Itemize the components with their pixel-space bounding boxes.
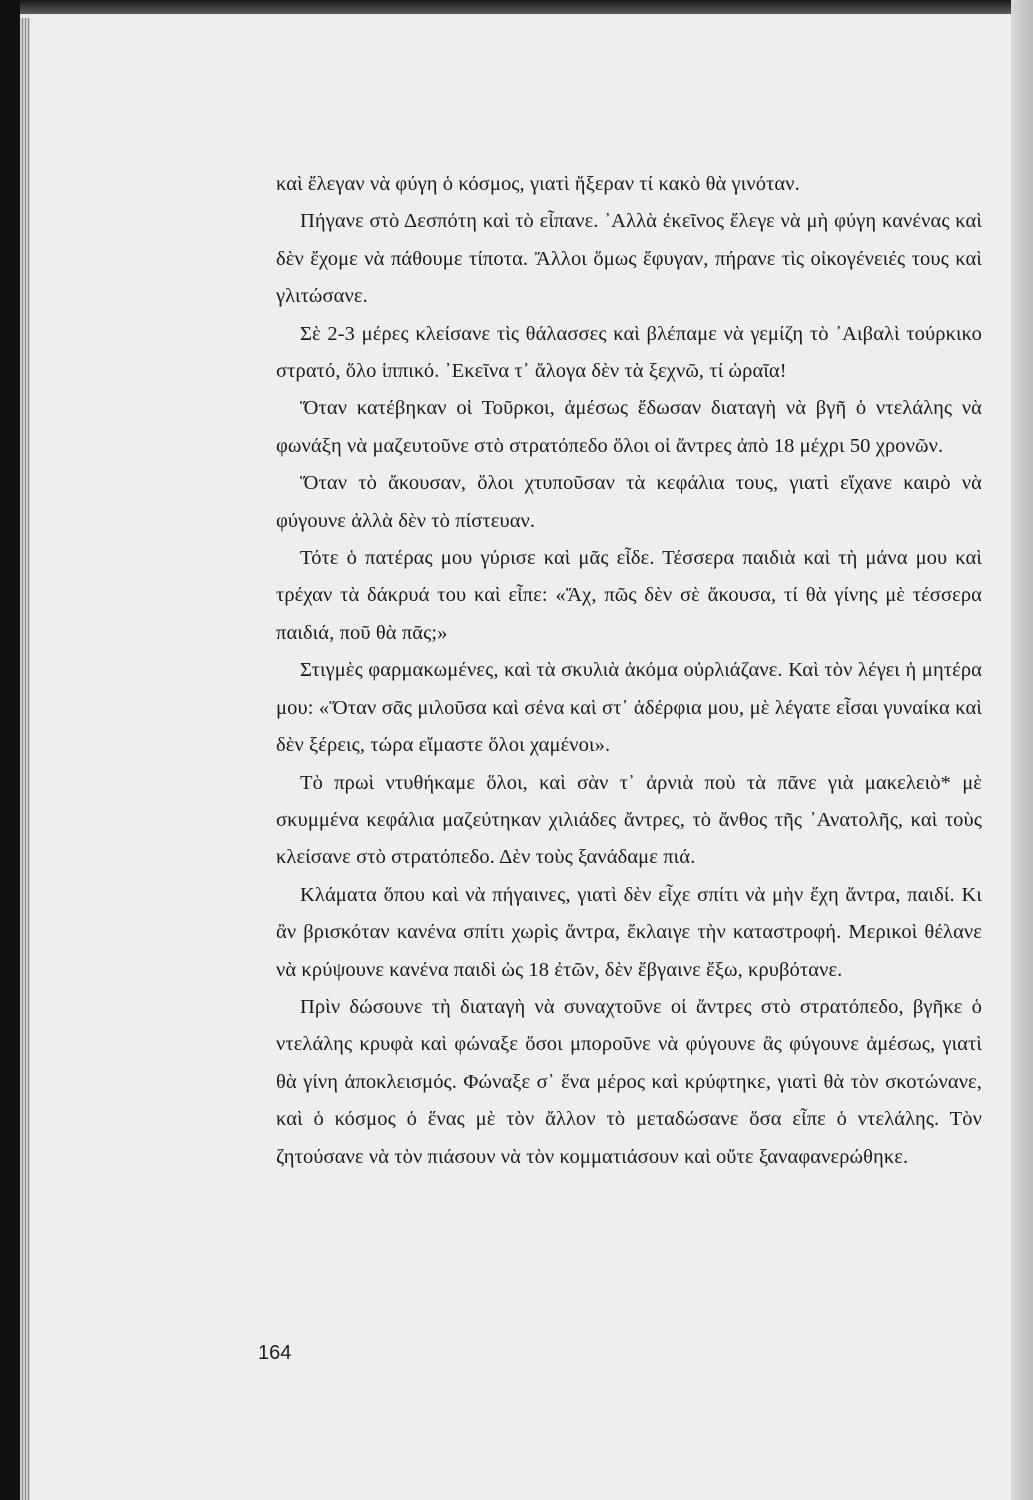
paragraph: Πρὶν δώσουνε τὴ διαταγὴ νὰ συναχτοῦνε οἱ ἄντρες στὸ στρατόπεδο, βγῆκε ὁ ντελάλης κρυφὰ καὶ φώναξε ὅσοι μποροῦνε νὰ φύγουνε ἂς φύγουνε ἀμέσως, γιατὶ θὰ γίνη ἀποκλεισμός. Φώναξε σ᾿ ἕνα μέρος καὶ κρύφτηκε, γιατὶ θὰ τὸν σκοτώνανε, καὶ ὁ κόσμος ὁ ἕνας μὲ τὸν ἄλλον τὸ μεταδώσανε ὅσα εἶπε ὁ ντελάλης. Τὸν ζητούσανε νὰ τὸν πιάσουν νὰ τὸν κομματιάσουν καὶ οὔτε ξαναφανερώθηκε. <box>276 995 982 1168</box>
paragraph: Πήγανε στὸ Δεσπότη καὶ τὸ εἶπανε. ᾿Αλλὰ ἐκεῖνος ἔλεγε νὰ μὴ φύγη κανένας καὶ δὲν ἔχομε νὰ πάθουμε τίποτα. Ἄλλοι ὅμως ἔφυγαν, πήρανε τὶς οἰκογένειές τους καὶ γλιτώσανε. <box>276 210 982 308</box>
page-stack-edge <box>20 18 30 1500</box>
paragraph: Τὸ πρωὶ ντυθήκαμε ὅλοι, καὶ σὰν τ᾿ ἀρνιὰ ποὺ τὰ πᾶνε γιὰ μακελειὸ* μὲ σκυμμένα κεφάλια μαζεύτηκαν χιλιάδες ἄντρες, τὸ ἄνθος τῆς ᾿Ανατολῆς, καὶ τοὺς κλείσανε στὸ στρατόπεδο. Δὲν τοὺς ξανάδαμε πιά. <box>276 771 982 869</box>
paragraph: Ὅταν κατέβηκαν οἱ Τοῦρκοι, ἀμέσως ἔδωσαν διαταγὴ νὰ βγῆ ὁ ντελάλης νὰ φωνάξη νὰ μαζευτοῦνε στὸ στρατόπεδο ὅλοι οἱ ἄντρες ἀπὸ 18 μέχρι 50 χρονῶν. <box>276 397 982 457</box>
book-spine-shadow <box>0 0 20 1500</box>
paragraph: Σὲ 2-3 μέρες κλείσανε τὶς θάλασσες καὶ βλέπαμε νὰ γεμίζη τὸ ᾿Αιβαλὶ τούρκικο στρατό, ὅλο ἱππικό. ᾿Εκεῖνα τ᾿ ἄλογα δὲν τὰ ξεχνῶ, τί ὡραῖα! <box>276 322 982 383</box>
paragraph: Ὅταν τὸ ἄκουσαν, ὅλοι χτυποῦσαν τὰ κεφάλια τους, γιατὶ εἴχανε καιρὸ νὰ φύγουνε ἀλλὰ δὲν τὸ πίστευαν. <box>276 472 982 532</box>
paragraph: Κλάματα ὅπου καὶ νὰ πήγαινες, γιατὶ δὲν εἶχε σπίτι νὰ μὴν ἔχη ἄντρα, παιδί. Κι ἂν βρισκόταν κανένα σπίτι χωρὶς ἄντρα, ἔκλαιγε τὴν καταστροφή. Μερικοὶ θέλανε νὰ κρύψουνε κανένα παιδὶ ὡς 18 ἐτῶν, δὲν ἔβγαινε ἔξω, κρυβότανε. <box>276 883 982 981</box>
page-number: 164 <box>258 1342 292 1364</box>
paragraph: Στιγμὲς φαρμακωμένες, καὶ τὰ σκυλιὰ ἀκόμα οὐρλιάζανε. Καὶ τὸν λέγει ἡ μητέρα μου: «Ὅταν σᾶς μιλοῦσα καὶ σένα καὶ στ᾿ ἀδέρφια μου, μὲ λέγατε εἶσαι γυναίκα καὶ δὲν ξέρεις, τώρα εἴμαστε ὅλοι χαμένοι». <box>276 659 982 757</box>
paragraph: Τότε ὁ πατέρας μου γύρισε καὶ μᾶς εἶδε. Τέσσερα παιδιὰ καὶ τὴ μάνα μου καὶ τρέχαν τὰ δάκρυά του καὶ εἶπε: «Ἄχ, πῶς δὲν σὲ ἄκουσα, τί θὰ γίνης μὲ τέσσερα παιδιά, ποῦ θὰ πᾶς;» <box>276 547 982 644</box>
page-right-margin <box>1011 0 1033 1500</box>
book-top-edge <box>0 0 1033 14</box>
body-text <box>276 166 982 1176</box>
paragraph: καὶ ἔλεγαν νὰ φύγη ὁ κόσμος, γιατὶ ἤξεραν τί κακὸ θὰ γινόταν. <box>276 173 800 195</box>
